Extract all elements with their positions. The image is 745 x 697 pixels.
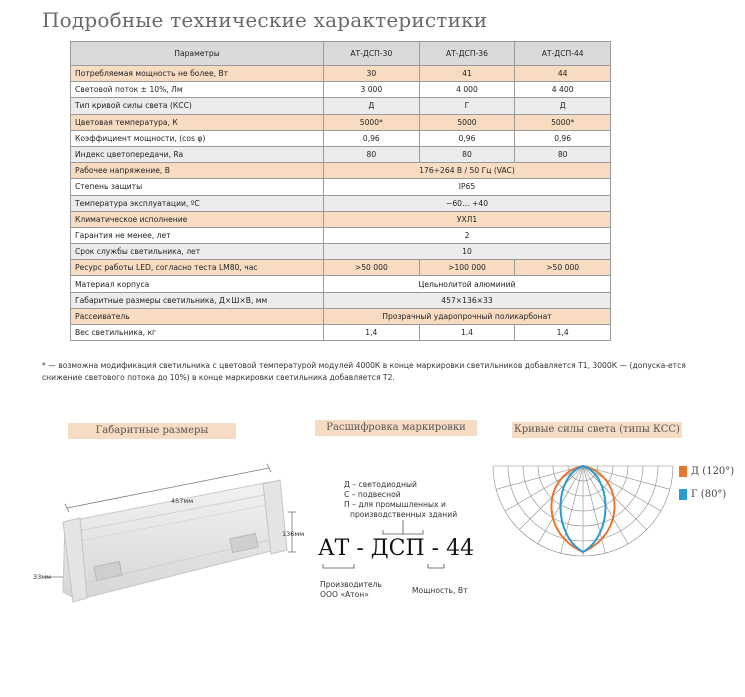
param-name: Цветовая температура, К	[71, 114, 324, 130]
param-name: Материал корпуса	[71, 276, 324, 292]
param-value: >100 000	[419, 260, 515, 276]
param-value: 4 400	[515, 82, 611, 98]
table-row	[71, 82, 611, 98]
luminaire-image	[25, 460, 310, 610]
table-row	[71, 195, 611, 211]
table-header: АТ-ДСП-30	[324, 42, 420, 66]
param-value: Д	[324, 98, 420, 114]
marking-producer-line: ООО «Атон»	[320, 590, 369, 599]
table-row	[71, 276, 611, 292]
table-row	[71, 227, 611, 243]
dimension-length: 457мм	[171, 497, 194, 505]
marking-legend-line: С – подвесной	[344, 490, 401, 499]
param-value: 80	[324, 146, 420, 162]
marking-code: АТ - ДСП - 44	[318, 536, 475, 561]
legend-swatch-blue	[679, 489, 687, 500]
param-name: Рабочее напряжение, В	[71, 163, 324, 179]
param-value: 0,96	[324, 130, 420, 146]
param-name: Климатическое исполнение	[71, 211, 324, 227]
marking-power-label: Мощность, Вт	[412, 586, 468, 595]
table-body	[71, 66, 611, 341]
table-header: АТ-ДСП-44	[515, 42, 611, 66]
table-row	[71, 292, 611, 308]
page-title: Подробные технические характеристики	[42, 8, 488, 32]
table-header-row	[71, 42, 611, 66]
footnote: * — возможна модификация светильника с цветовой температурой модулей 4000К в конце маркировки светильников добавляется Т1, 3000К — (допуска-ется снижение светового потока до 10%) в конце маркировки светильника добавляется Т2.	[42, 361, 686, 382]
table-row	[71, 211, 611, 227]
param-value: 1,4	[515, 325, 611, 341]
marking-legend-line: П – для промышленных и	[344, 500, 446, 509]
param-name: Световой поток ± 10%, Лм	[71, 82, 324, 98]
table-row	[71, 98, 611, 114]
param-value: 5000*	[515, 114, 611, 130]
param-value: IP65	[324, 179, 611, 195]
param-name: Срок службы светильника, лет	[71, 244, 324, 260]
param-value: Д	[515, 98, 611, 114]
table-header: Параметры	[71, 42, 324, 66]
param-value: 4 000	[419, 82, 515, 98]
section-curves-header: Кривые силы света (типы КСС)	[512, 422, 682, 438]
param-value: 5000	[419, 114, 515, 130]
param-name: Индекс цветопередачи, Ra	[71, 146, 324, 162]
param-value: Прозрачный ударопрочный поликарбонат	[324, 308, 611, 324]
table-row	[71, 308, 611, 324]
luminaire-drawing	[25, 460, 310, 610]
param-value: 44	[515, 66, 611, 82]
table-row	[71, 66, 611, 82]
param-value: 80	[515, 146, 611, 162]
section-dimensions-header: Габаритные размеры	[68, 423, 236, 439]
spec-table	[70, 41, 611, 341]
legend-item-g	[679, 489, 726, 500]
table-row	[71, 114, 611, 130]
param-value: Г	[419, 98, 515, 114]
param-value: Цельнолитой алюминий	[324, 276, 611, 292]
legend-item-d	[679, 466, 734, 477]
section-marking-header: Расшифровка маркировки	[315, 420, 477, 436]
table-row	[71, 130, 611, 146]
param-value: 176÷264 В / 50 Гц (VAC)	[324, 163, 611, 179]
param-value: 1,4	[324, 325, 420, 341]
param-value: 457×136×33	[324, 292, 611, 308]
param-name: Гарантия не менее, лет	[71, 227, 324, 243]
marking-producer-line: Производитель	[320, 580, 382, 589]
param-name: Степень защиты	[71, 179, 324, 195]
param-value: >50 000	[324, 260, 420, 276]
param-value: 2	[324, 227, 611, 243]
legend-label: Д (120°)	[691, 466, 735, 477]
param-value: УХЛ1	[324, 211, 611, 227]
table-row	[71, 163, 611, 179]
param-value: 80	[419, 146, 515, 162]
param-name: Ресурс работы LED, согласно теста LM80, час	[71, 260, 324, 276]
param-name: Температура эксплуатации, ºС	[71, 195, 324, 211]
param-value: 0,96	[515, 130, 611, 146]
param-value: 41	[419, 66, 515, 82]
param-value: 0,96	[419, 130, 515, 146]
param-name: Коэффициент мощности, (cos φ)	[71, 130, 324, 146]
param-value: 5000*	[324, 114, 420, 130]
legend-swatch-orange	[679, 466, 687, 477]
dimension-width: 136мм	[282, 530, 305, 538]
param-value: 3 000	[324, 82, 420, 98]
legend-label: Г (80°)	[691, 489, 727, 500]
marking-legend-line: Д – светодиодный	[344, 480, 417, 489]
param-name: Потребляемая мощность не более, Вт	[71, 66, 324, 82]
param-name: Рассеиватель	[71, 308, 324, 324]
param-name: Габаритные размеры светильника, Д×Ш×В, мм	[71, 292, 324, 308]
table-row	[71, 179, 611, 195]
param-name: Вес светильника, кг	[71, 325, 324, 341]
param-value: 30	[324, 66, 420, 82]
param-value: −60… +40	[324, 195, 611, 211]
marking-legend-line: производственных зданий	[350, 510, 458, 519]
param-name: Тип кривой силы света (КСС)	[71, 98, 324, 114]
polar-diagram	[492, 462, 674, 567]
table-header: АТ-ДСП-36	[419, 42, 515, 66]
param-value: 1.4	[419, 325, 515, 341]
table-row	[71, 325, 611, 341]
table-row	[71, 260, 611, 276]
table-row	[71, 146, 611, 162]
param-value: >50 000	[515, 260, 611, 276]
light-curves	[492, 462, 735, 572]
marking-decode	[318, 470, 488, 610]
dimension-height: 33мм	[33, 573, 52, 581]
param-value: 10	[324, 244, 611, 260]
table-row	[71, 244, 611, 260]
